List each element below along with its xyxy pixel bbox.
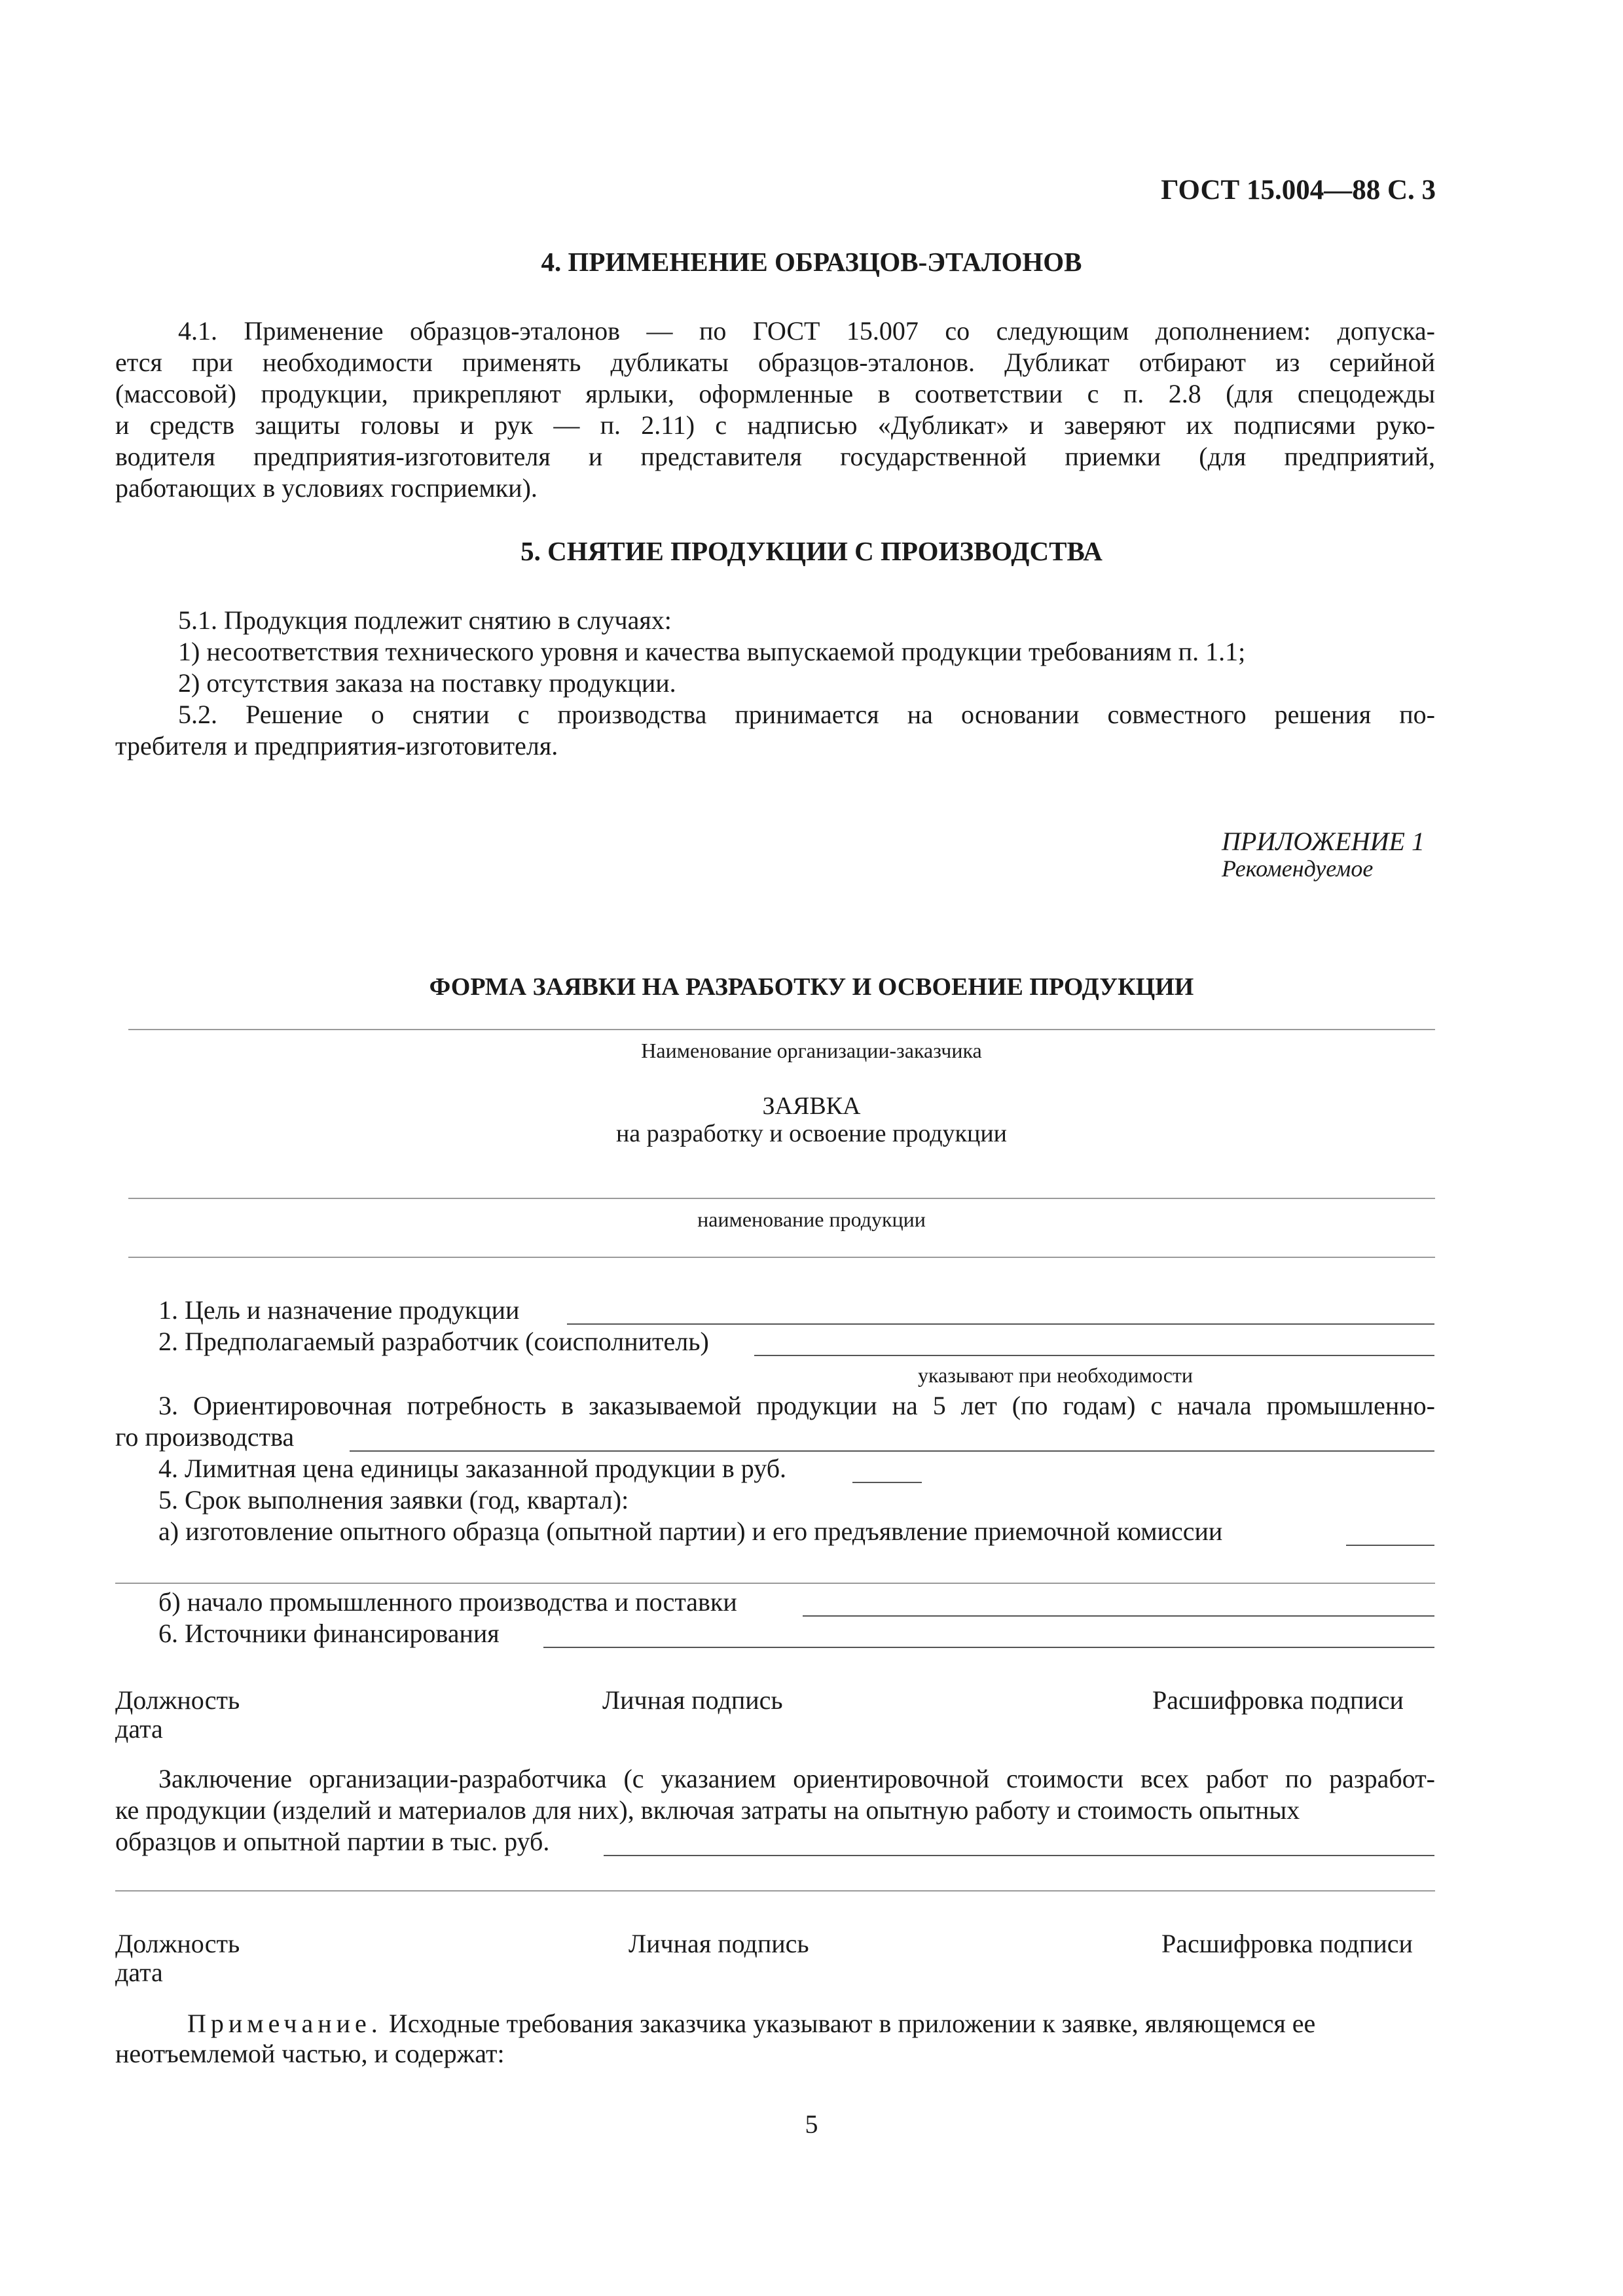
signature-2-position: Должность (115, 1929, 240, 1958)
note-line-1-text: Исходные требования заказчика указывают в приложении к заявке, являющемся ее (388, 2009, 1316, 2038)
section-5-1: 5.1. Продукция подлежит снятию в случаях: (178, 605, 672, 635)
section-5-2-line-2: требителя и предприятия-изготовителя. (115, 731, 558, 761)
form-item-5b: б) начало промышленного производства и поставки (158, 1587, 737, 1617)
form-item-4: 4. Лимитная цена единицы заказанной продукции в руб. (158, 1454, 787, 1483)
product-name-line-2 (128, 1257, 1435, 1258)
customer-org-caption: Наименование организации-заказчика (641, 1039, 982, 1062)
section-4-line-4: и средств защиты головы и рук — п. 2.11) с надписью «Дубликат» и заверяют их подписями руко- (115, 410, 1435, 440)
form-item-3-line-2: го производства (115, 1422, 295, 1452)
appendix-status: Рекомендуемое (1222, 855, 1374, 882)
conclusion-line-1: Заключение организации-разработчика (с указанием ориентировочной стоимости всех работ по разработ- (158, 1764, 1435, 1793)
section-5-title: 5. СНЯТИЕ ПРОДУКЦИИ С ПРОИЗВОДСТВА (520, 536, 1103, 566)
customer-org-line (128, 1029, 1435, 1030)
note-line-1 (187, 2008, 1315, 2039)
section-4-line-3: (массовой) продукции, прикрепляют ярлыки, оформленные в соответствии с п. 2.8 (для спецодежды (115, 379, 1435, 408)
form-item-2: 2. Предполагаемый разработчик (соисполнитель) (158, 1327, 709, 1356)
conclusion-line-2: ке продукции (изделий и материалов для них), включая затраты на опытную работу и стоимость опытных (115, 1795, 1300, 1825)
signature-2-signature: Личная подпись (629, 1929, 809, 1958)
form-item-6: 6. Источники финансирования (158, 1619, 500, 1648)
section-4-line-5: водителя предприятия-изготовителя и представителя государственной приемки (для предприятий, (115, 442, 1435, 471)
note-line-2: неотъемлемой частью, и содержат: (115, 2039, 505, 2068)
form-item-1-field (567, 1323, 1434, 1325)
form-item-3-field (350, 1450, 1434, 1452)
signature-1-decoding: Расшифровка подписи (1152, 1685, 1404, 1715)
request-title: ЗАЯВКА (762, 1092, 861, 1120)
note-label: Примечание. (187, 2009, 382, 2038)
signature-2-date: дата (115, 1958, 163, 1987)
section-5-item-2: 2) отсутствия заказа на поставку продукции. (178, 668, 676, 698)
form-item-6-field (543, 1647, 1434, 1648)
signature-2-decoding: Расшифровка подписи (1161, 1929, 1413, 1958)
form-item-5: 5. Срок выполнения заявки (год, квартал): (158, 1485, 629, 1515)
form-title: ФОРМА ЗАЯВКИ НА РАЗРАБОТКУ И ОСВОЕНИЕ ПРОДУКЦИИ (429, 973, 1194, 1001)
gost-reference: ГОСТ 15.004—88 С. 3 (1161, 175, 1436, 206)
form-item-1: 1. Цель и назначение продукции (158, 1295, 520, 1325)
section-4-title: 4. ПРИМЕНЕНИЕ ОБРАЗЦОВ-ЭТАЛОНОВ (541, 247, 1082, 277)
form-item-2-note: указывают при необходимости (918, 1363, 1194, 1387)
signature-1-signature: Личная подпись (602, 1685, 783, 1715)
product-name-caption: наименование продукции (697, 1208, 926, 1231)
section-5-item-1: 1) несоответствия технического уровня и качества выпускаемой продукции требованиям п. 1.1; (178, 637, 1246, 666)
conclusion-line-3: образцов и опытной партии в тыс. руб. (115, 1827, 550, 1856)
signature-1-position: Должность (115, 1685, 240, 1715)
section-4-line-2: ется при необходимости применять дубликаты образцов-эталонов. Дубликат отбирают из серийной (115, 348, 1435, 377)
conclusion-field (604, 1855, 1434, 1856)
request-subtitle: на разработку и освоение продукции (615, 1120, 1008, 1147)
appendix-label: ПРИЛОЖЕНИЕ 1 (1222, 827, 1425, 856)
conclusion-line-extra (115, 1890, 1435, 1892)
page-number: 5 (805, 2109, 818, 2139)
form-item-2-field (754, 1355, 1434, 1356)
form-item-5b-field (803, 1615, 1434, 1617)
form-item-4-field (852, 1482, 922, 1483)
form-item-5a: а) изготовление опытного образца (опытной партии) и его предъявление приемочной комиссии (158, 1516, 1223, 1546)
product-name-line (128, 1198, 1435, 1199)
form-item-5a-line-2 (115, 1583, 1435, 1584)
signature-1-date: дата (115, 1714, 163, 1744)
section-5-2-line-1: 5.2. Решение о снятии с производства принимается на основании совместного решения по- (178, 700, 1435, 729)
form-item-5a-field (1346, 1545, 1434, 1546)
section-4-line-1: 4.1. Применение образцов-эталонов — по ГОСТ 15.007 со следующим дополнением: допуска- (178, 316, 1435, 346)
form-item-3-line-1: 3. Ориентировочная потребность в заказываемой продукции на 5 лет (по годам) с начала промышленно- (158, 1391, 1435, 1420)
section-4-line-6: работающих в условиях госприемки). (115, 473, 538, 503)
